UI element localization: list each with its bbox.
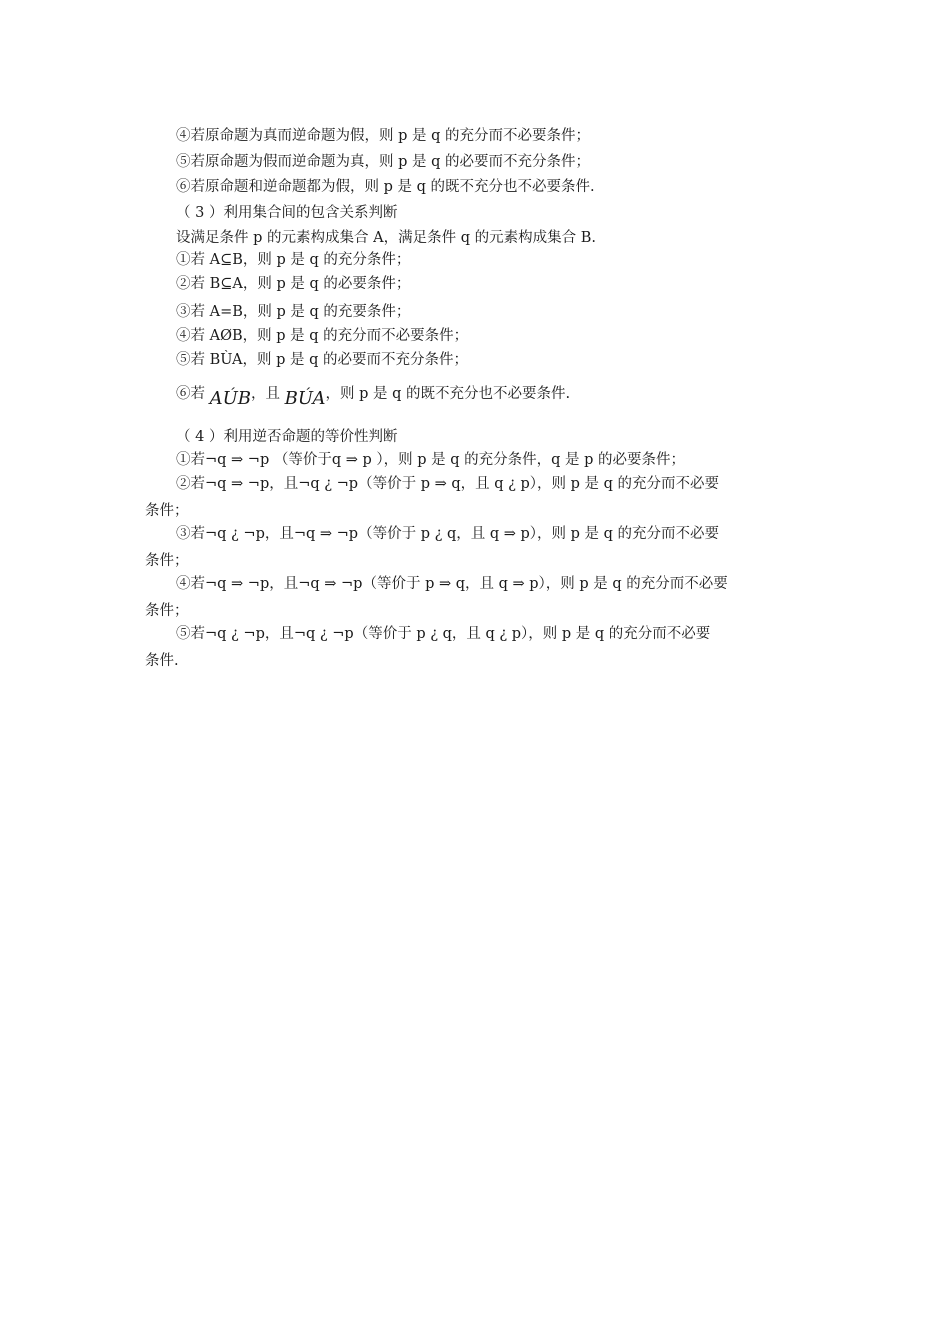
- contrapositive-item-5-line1: ⑤若¬q ¿ ¬p，且¬q ¿ ¬p（等价于 p ¿ q，且 q ¿ p），则 p 是 q 的充分而不必要: [176, 626, 711, 642]
- set-item-2: ②若 B⊆A，则 p 是 q 的必要条件；: [176, 276, 411, 292]
- set-item-4: ④若 AØB，则 p 是 q 的充分而不必要条件；: [176, 328, 469, 344]
- set-item-3: ③若 A=B，则 p 是 q 的充要条件；: [176, 304, 411, 320]
- set-item-5: ⑤若 BÙA，则 p 是 q 的必要而不充分条件；: [176, 352, 469, 368]
- section-3-intro: 设满足条件 p 的元素构成集合 A，满足条件 q 的元素构成集合 B.: [176, 230, 596, 246]
- contrapositive-item-4-line2: 条件；: [145, 603, 189, 619]
- set-item-1: ①若 A⊆B，则 p 是 q 的充分条件；: [176, 252, 411, 268]
- condition-item-5: ⑤若原命题为假而逆命题为真，则 p 是 q 的必要而不充分条件；: [176, 154, 590, 170]
- contrapositive-item-5-line2: 条件.: [145, 653, 179, 669]
- set-item-6: [176, 378, 570, 409]
- set-item-6-expr1: AÚB: [209, 388, 252, 409]
- set-item-6-prefix: ⑥若: [176, 386, 205, 402]
- contrapositive-item-3-line2: 条件；: [145, 553, 189, 569]
- condition-item-4: ④若原命题为真而逆命题为假，则 p 是 q 的充分而不必要条件；: [176, 128, 590, 144]
- contrapositive-item-2-line1: ②若¬q ⇒ ¬p，且¬q ¿ ¬p（等价于 p ⇒ q，且 q ¿ p），则 p 是 q 的充分而不必要: [176, 476, 720, 492]
- contrapositive-item-4-line1: ④若¬q ⇒ ¬p，且¬q ⇒ ¬p（等价于 p ⇒ q，且 q ⇒ p），则 p 是 q 的充分而不必要: [176, 576, 728, 592]
- set-item-6-mid: ，且: [251, 386, 281, 402]
- section-3-heading: （ 3 ）利用集合间的包含关系判断: [176, 205, 398, 221]
- contrapositive-item-2-line2: 条件；: [145, 503, 189, 519]
- contrapositive-item-3-line1: ③若¬q ¿ ¬p，且¬q ⇒ ¬p（等价于 p ¿ q，且 q ⇒ p），则 p 是 q 的充分而不必要: [176, 526, 720, 542]
- section-4-heading: （ 4 ）利用逆否命题的等价性判断: [176, 429, 398, 445]
- condition-item-6: ⑥若原命题和逆命题都为假，则 p 是 q 的既不充分也不必要条件.: [176, 179, 595, 195]
- set-item-6-expr2: BÚA: [284, 388, 326, 409]
- set-item-6-suffix: ，则 p 是 q 的既不充分也不必要条件.: [325, 386, 571, 402]
- contrapositive-item-1: ①若¬q ⇒ ¬p （等价于q ⇒ p ），则 p 是 q 的充分条件，q 是 p 的必要条件；: [176, 452, 686, 468]
